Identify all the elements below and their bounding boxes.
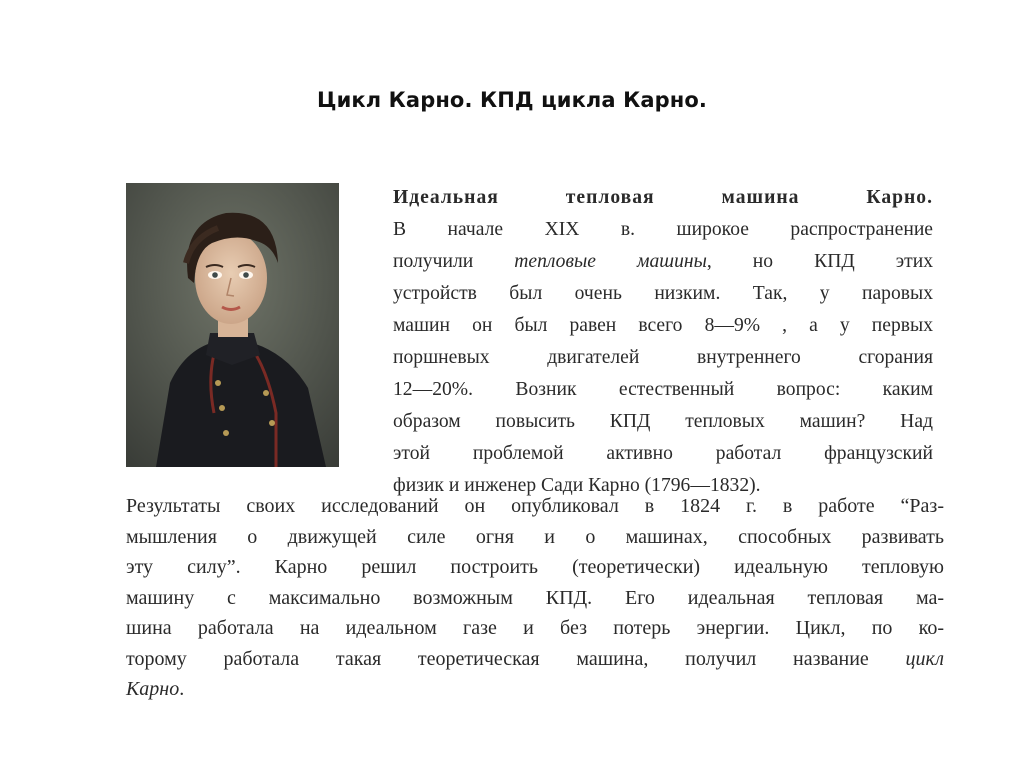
portrait-image [126,183,339,467]
emphasis-term: Карно [126,678,180,700]
text-line: машину с максимально возможным КПД. Его идеальная тепловая ма- [126,586,944,609]
emphasis-term: цикл [905,647,944,670]
text-line: мышления о движущей силе огня и о машинах, способных развивать [126,525,944,548]
text-line: торому работала такая теоретическая машина, получил название цикл [126,647,944,670]
text-line: получили тепловые машины, но КПД этих [393,251,934,272]
text-line: физик и инженер Сади Карно (1796—1832). [393,475,761,496]
text-line: поршневых двигателей внутреннего сгорания [393,347,933,368]
portrait-icon [126,183,339,467]
text-line: 12—20%. Возник естественный вопрос: каким [393,379,933,400]
results-text-block [126,491,944,705]
text-line: шина работала на идеальном газе и без потерь энергии. Цикл, по ко- [126,617,944,639]
block-heading: Идеальная тепловая машина Карно. [393,187,933,208]
text-line: Карно. [126,678,185,700]
text-line: В начале XIX в. широкое распространение [393,219,933,240]
text-line: эту силу”. Карно решил построить (теоретически) идеальную тепловую [126,556,944,578]
text-line: образом повысить КПД тепловых машин? Над [393,411,933,432]
slide-title: Цикл Карно. КПД цикла Карно. [317,88,707,112]
text-line: устройств был очень низким. Так, у паровых [393,283,933,304]
text-line: этой проблемой активно работал французский [393,443,933,464]
emphasis-term: тепловые машины [514,251,707,272]
intro-text-block [393,182,933,502]
text-line: Результаты своих исследований он опубликовал в 1824 г. в работе “Раз- [126,495,944,517]
text-line: машин он был равен всего 8—9% , а у первых [393,315,933,336]
